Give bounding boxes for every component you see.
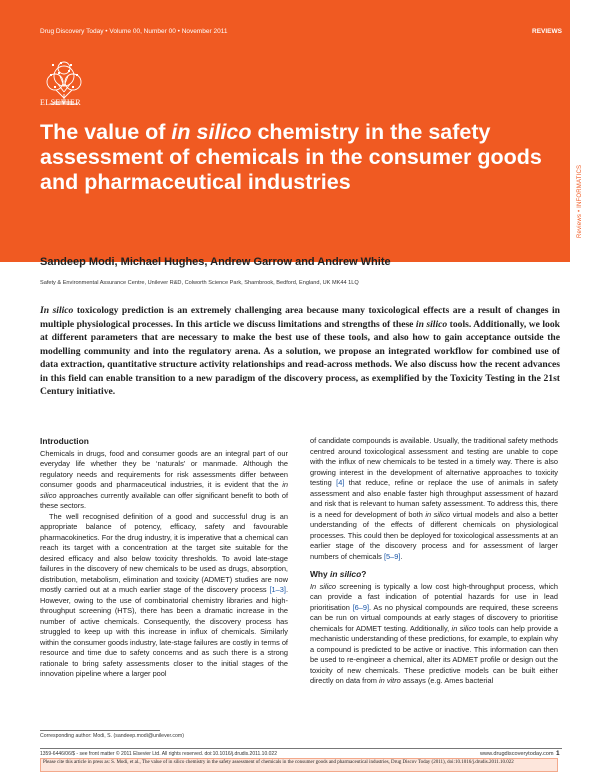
intro-paragraph-2: The well recognised definition of a good and successful drug is an appropriate balance of potency, efficacy, safety and favourable pharmacokinetics. For the drug industry, it is imperative that a chemical can reach its target with a concentration at the target site suitable for the desired efficacy and also below toxicity thresholds. To avoid late-stage failures in the discovery of new chemicals to be used as drugs, absorption, distribution, metabolism, elimination and toxicity (ADMET) studies are now mostly carried out at a much earlier stage of the discovery process [1–3]. However, owing to the use of combinatorial chemistry libraries and high-throughput screening (HTS), there has been a dramatic increase in the number of active chemicals. Consequently, the discovery process has struggled to keep up with this increase in influx of chemicals. Similarly within the consumer goods industry, late-stage failures are costly in terms of resource and time due to safety concerns and as such there is a strong rationale to bring safety assessments closer to the initial stages of the innovation pipeline where a larger pool <box>40 511 288 678</box>
abstract: In silico toxicology prediction is an extremely challenging area because many toxicological effects are a result of changes in multiple physiological processes. In this article we discuss limitations and strengths of these in silico tools. Additionally, we look at different parameters that are necessary to make the best use of these tools, and also how to gain acceptance outside the modelling community and into the regulatory arena. As a solution, we propose an integrated workflow for combined use of data extraction, quantitative structure activity relationships and read-across methods. We also discuss how the recent advances in this field can enable transition to a new paradigm of the discovery process, as exemplified by the Toxicity Testing in the 21st Century initiative. <box>40 305 560 397</box>
footer-rule <box>40 748 562 749</box>
right-column <box>310 436 558 687</box>
reference-link[interactable]: [1–3] <box>269 585 286 594</box>
citation-notice: Please cite this article in press as: S. Modi, et al., The value of in silico chemistry in the safety assessment of chemicals in the consumer goods and pharmaceutical industries, Drug Discov Today (2011), doi:10.1016/j.drudis.2011.10.022 <box>40 758 558 772</box>
author-list: Sandeep Modi, Michael Hughes, Andrew Garrow and Andrew White <box>40 256 391 268</box>
affiliation: Safety & Environmental Assurance Centre, Unilever R&D, Colworth Science Park, Sharnbrook, Bedford, England, UK MK44 1LQ <box>40 280 359 286</box>
page-number: 1 <box>556 750 560 757</box>
reference-link[interactable]: [6–9] <box>352 602 370 612</box>
why-paragraph-1: In silico screening is typically a low cost high-throughput process, which can provide a fast indication of potential hazards for use in lead prioritisation [6–9]. As no physical compounds are required, these screens can be run on virtual compounds at early stages of discovery to prioritise chemicals for ADMET testing. Additionally, in silico tools can help provide a mechanistic understanding of these predictions, for example, to explain why a compound is predicted to be active or inactive. This information can then be used to re-engineer a chemical, alter its ADMET profile or design out the toxicity of new chemicals. These predictive models can be built either directly on data from in vitro assays (e.g. Ames bacterial <box>310 581 559 685</box>
reference-link[interactable]: [5–9] <box>383 551 401 561</box>
section-tag: REVIEWS <box>532 28 562 35</box>
reference-link[interactable]: [4] <box>336 478 345 487</box>
corresponding-author: Corresponding author: Modi, S. (sandeep.modi@unilever.com) <box>40 733 184 739</box>
right-paragraph-1: of candidate compounds is available. Usually, the traditional safety methods centred around toxicological assessment and testing are unable to cope with the influx of new chemicals to be tested in a timely way. There is also growing interest in the development of alternative approaches to toxicity testing [4] that reduce, refine or replace the use of animals in safety assessment and also enable faster high throughput assessment of hazard and risk that is relevant to human safety assessment. To address this, there is a need for development of both in silico virtual models and also a better understanding of the effects of different chemicals on physiological processes. This could then be deployed for toxicological assessments at an earlier stage of the discovery process and for assessment of larger numbers of chemicals [5–9]. <box>310 436 558 561</box>
publisher-wordmark: ELSEVIER <box>40 98 81 107</box>
left-column <box>40 436 288 680</box>
footnote-rule <box>40 730 160 731</box>
issn-line: 1359-6446/06/$ - see front matter © 2011 Elsevier Ltd. All rights reserved. doi:10.1016/j.drudis.2011.10.022 <box>40 751 277 757</box>
journal-url[interactable]: www.drugdiscoverytoday.com <box>480 751 554 757</box>
why-in-silico-heading: Why in silico? <box>310 569 367 579</box>
running-head: Drug Discovery Today • Volume 00, Number 00 • November 2011 <box>40 28 228 35</box>
section-side-label: Reviews • INFORMATICS <box>577 164 583 238</box>
introduction-heading: Introduction <box>40 436 89 446</box>
article-title: The value of in silico chemistry in the safety assessment of chemicals in the consumer goods and pharmaceutical industries <box>40 120 542 194</box>
intro-paragraph-1: Chemicals in drugs, food and consumer goods are an integral part of our everyday life whether they be ‘naturals’ or manmade. Although the regulatory needs and requirements for risk assessments differ between consumer goods and pharmaceutical industries, it is evident that the in silico approaches currently available can offer significant benefit to both of these sectors. <box>40 448 288 510</box>
